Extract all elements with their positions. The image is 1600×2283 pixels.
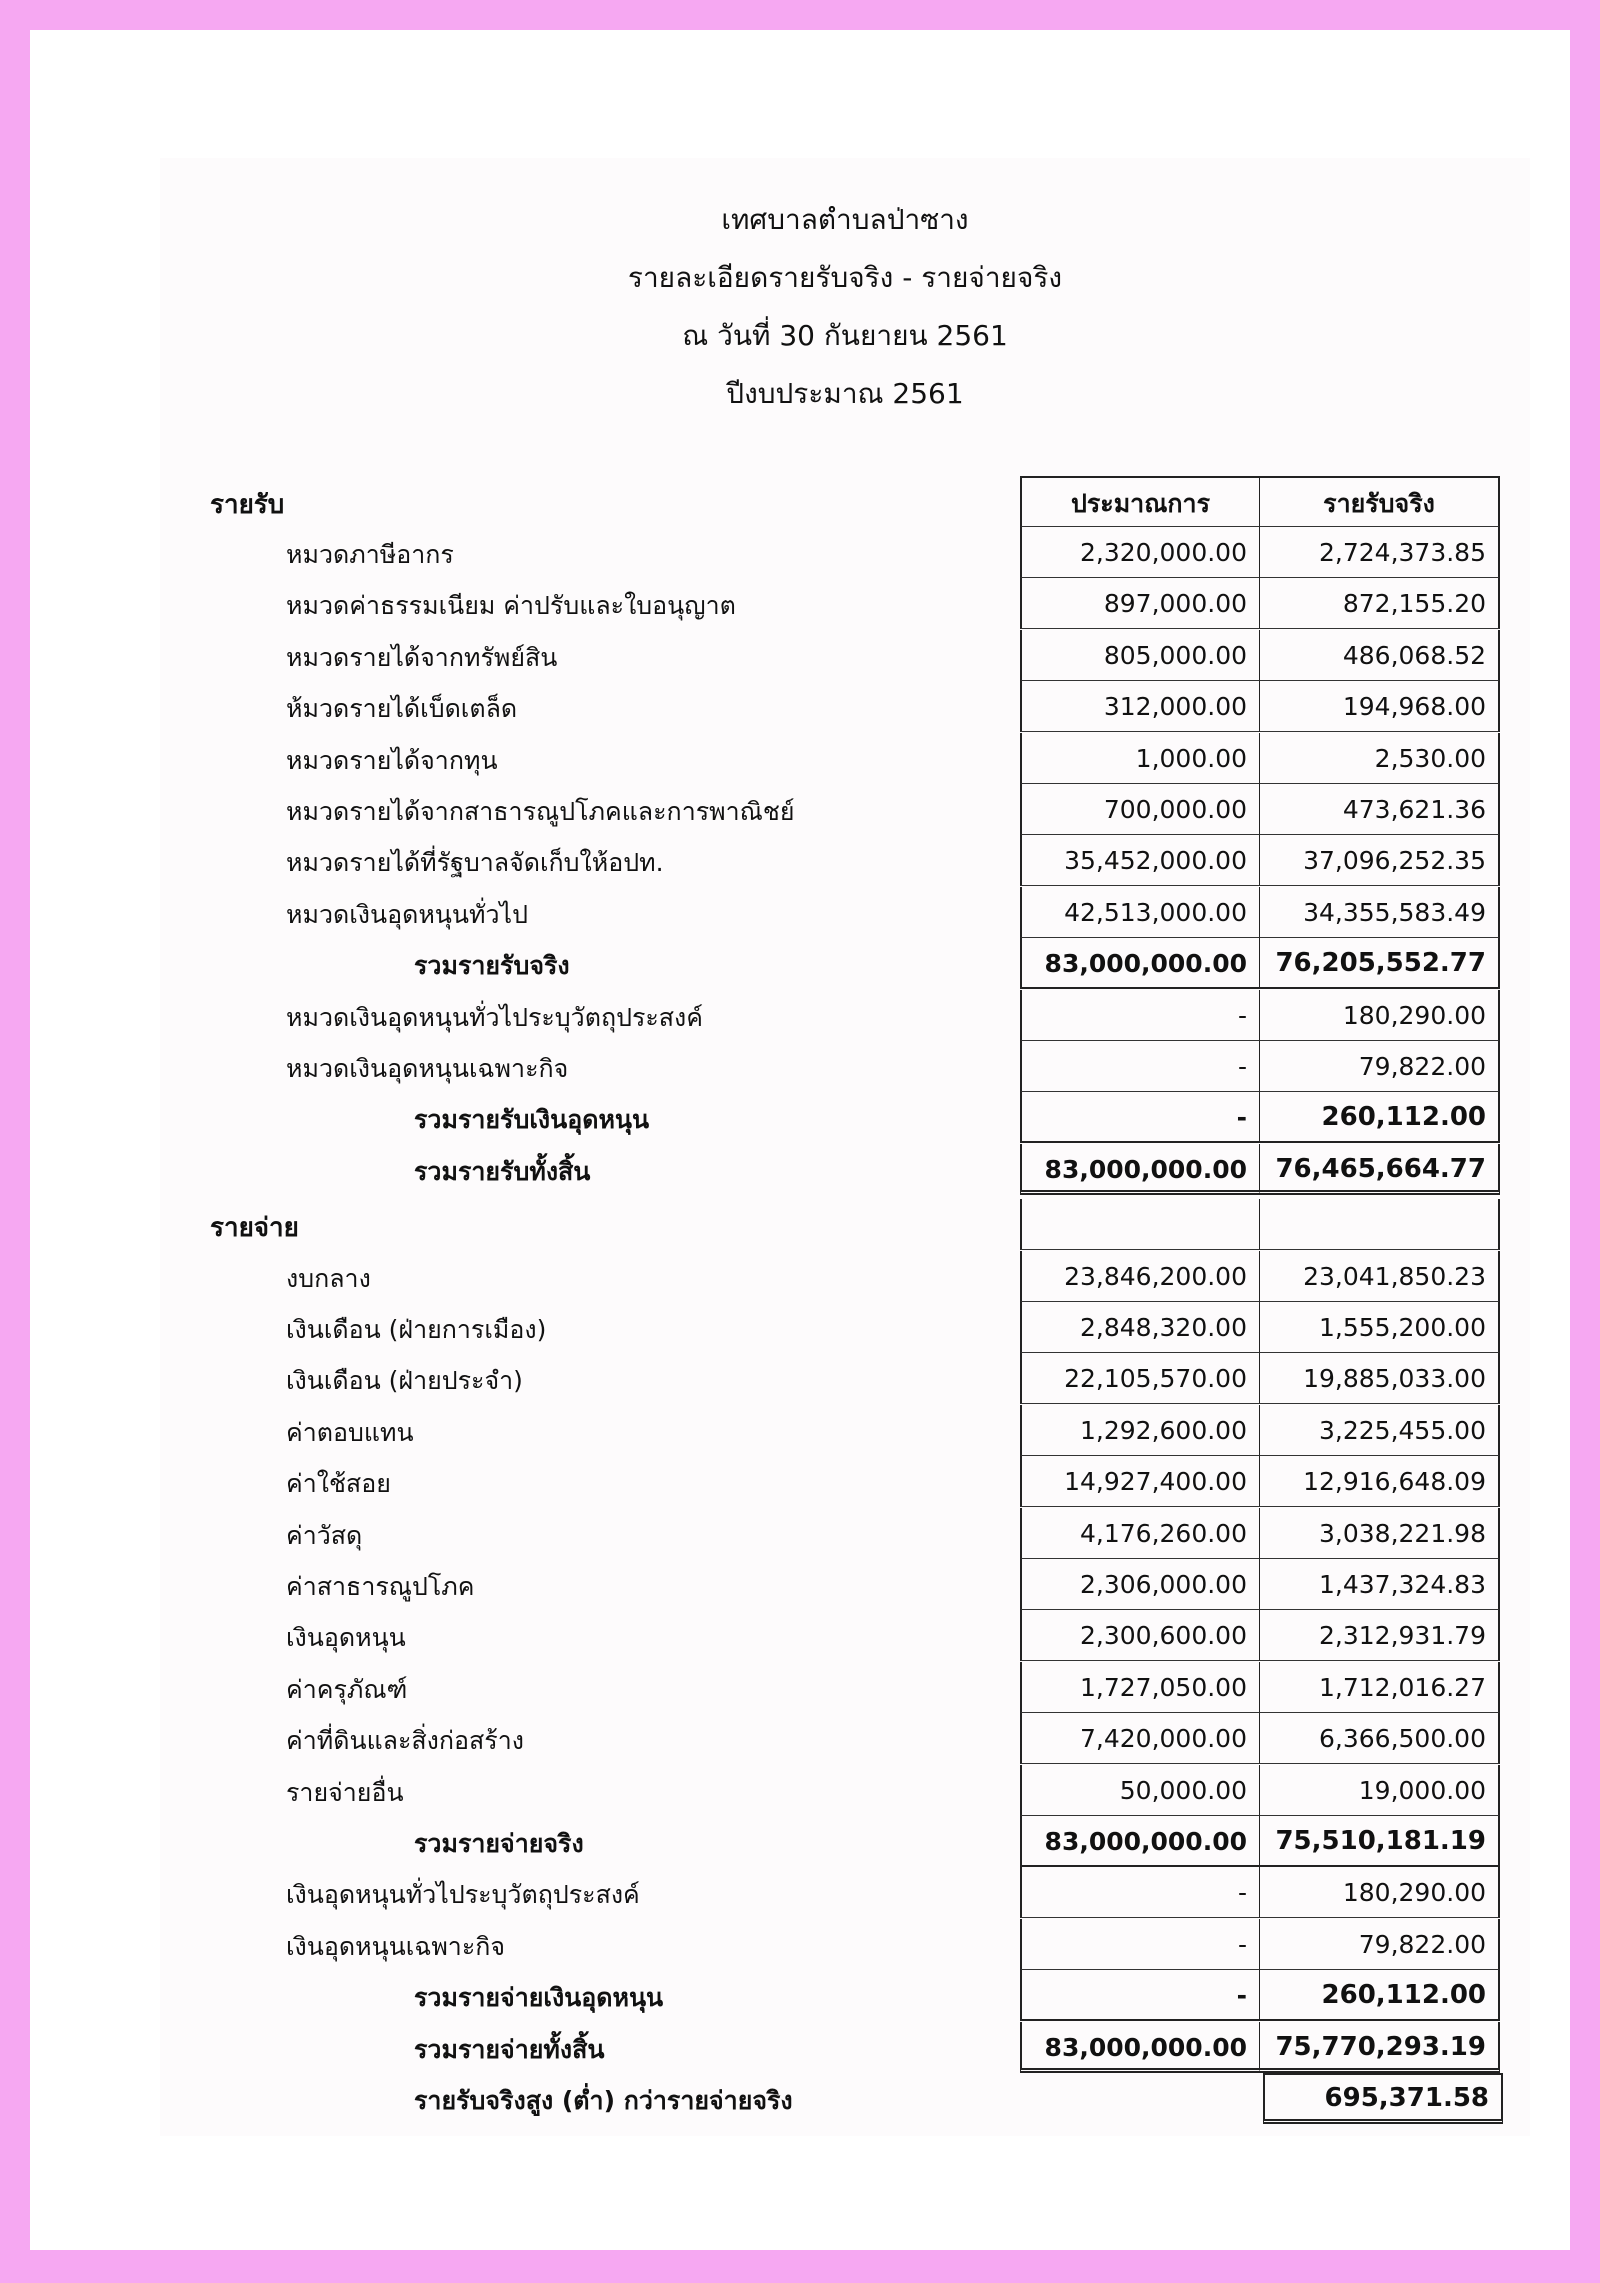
actual-cell: 872,155.20 xyxy=(1260,578,1500,629)
actual-cell: 2,312,931.79 xyxy=(1260,1610,1500,1661)
table-row xyxy=(160,835,1530,886)
total-row xyxy=(160,1816,1530,1867)
estimate-cell: 1,000.00 xyxy=(1020,733,1260,784)
row-label: รวมรายจ่ายจริง xyxy=(414,1829,584,1858)
net-result-cell: 695,371.58 xyxy=(1263,2073,1503,2124)
row-label: รวมรายจ่ายทั้งสิ้น xyxy=(414,2035,605,2064)
estimate-cell: 83,000,000.00 xyxy=(1020,2022,1260,2073)
col-header-actual: รายรับจริง xyxy=(1260,476,1500,527)
table-row xyxy=(160,578,1530,629)
estimate-cell: 22,105,570.00 xyxy=(1020,1353,1260,1404)
actual-cell: 180,290.00 xyxy=(1260,990,1500,1041)
actual-cell: 76,205,552.77 xyxy=(1260,938,1500,989)
actual-cell: 2,530.00 xyxy=(1260,733,1500,784)
row-label: หมวดรายได้ที่รัฐบาลจัดเก็บให้อปท. xyxy=(286,848,664,877)
estimate-cell: - xyxy=(1020,1970,1260,2021)
total-row xyxy=(160,1144,1530,1195)
actual-cell: 76,465,664.77 xyxy=(1260,1144,1500,1195)
estimate-cell: 805,000.00 xyxy=(1020,630,1260,681)
actual-cell: 12,916,648.09 xyxy=(1260,1456,1500,1507)
actual-cell: 19,885,033.00 xyxy=(1260,1353,1500,1404)
estimate-cell: 312,000.00 xyxy=(1020,681,1260,732)
table-row xyxy=(160,1662,1530,1713)
actual-cell: 260,112.00 xyxy=(1260,1092,1500,1143)
actual-cell: 3,225,455.00 xyxy=(1260,1405,1500,1456)
actual-cell: 194,968.00 xyxy=(1260,681,1500,732)
estimate-cell: 897,000.00 xyxy=(1020,578,1260,629)
table-row xyxy=(160,733,1530,784)
estimate-cell: 2,848,320.00 xyxy=(1020,1302,1260,1353)
actual-cell: 23,041,850.23 xyxy=(1260,1251,1500,1302)
estimate-cell: 83,000,000.00 xyxy=(1020,1816,1260,1867)
estimate-cell: 700,000.00 xyxy=(1020,784,1260,835)
table-row xyxy=(160,990,1530,1041)
page xyxy=(30,30,1570,2250)
row-label: หมวดค่าธรรมเนียม ค่าปรับและใบอนุญาต xyxy=(286,591,736,620)
estimate-cell: 83,000,000.00 xyxy=(1020,1144,1260,1195)
estimate-cell: 35,452,000.00 xyxy=(1020,835,1260,886)
table-row xyxy=(160,1302,1530,1353)
actual-cell: 34,355,583.49 xyxy=(1260,887,1500,938)
actual-cell: 1,555,200.00 xyxy=(1260,1302,1500,1353)
estimate-cell: 14,927,400.00 xyxy=(1020,1456,1260,1507)
empty-cell xyxy=(1260,1199,1500,1250)
total-row xyxy=(160,2073,1530,2124)
row-label: ค่าที่ดินและสิ่งก่อสร้าง xyxy=(286,1726,524,1755)
table-row xyxy=(160,527,1530,578)
actual-cell: 1,437,324.83 xyxy=(1260,1559,1500,1610)
estimate-cell: - xyxy=(1020,1919,1260,1970)
row-label: เงินอุดหนุน xyxy=(286,1623,406,1652)
row-label: เงินเดือน (ฝ่ายการเมือง) xyxy=(286,1315,547,1344)
report-sheet xyxy=(160,158,1530,2136)
table-row xyxy=(160,1559,1530,1610)
table-row xyxy=(160,1867,1530,1918)
table-row xyxy=(160,784,1530,835)
table-row xyxy=(160,1041,1530,1092)
estimate-cell: 42,513,000.00 xyxy=(1020,887,1260,938)
table-row xyxy=(160,630,1530,681)
estimate-cell: 2,306,000.00 xyxy=(1020,1559,1260,1610)
actual-cell: 79,822.00 xyxy=(1260,1919,1500,1970)
table-row xyxy=(160,887,1530,938)
row-label: รวมรายรับเงินอุดหนุน xyxy=(414,1105,650,1134)
expense-section-label: รายจ่าย xyxy=(210,1213,299,1243)
estimate-cell: 2,300,600.00 xyxy=(1020,1610,1260,1661)
actual-cell: 1,712,016.27 xyxy=(1260,1662,1500,1713)
actual-cell: 3,038,221.98 xyxy=(1260,1508,1500,1559)
table-row xyxy=(160,1251,1530,1302)
table-row xyxy=(160,1199,1530,1250)
actual-cell: 19,000.00 xyxy=(1260,1765,1500,1816)
row-label: หมวดเงินอุดหนุนทั่วไป xyxy=(286,900,528,929)
row-label: เงินเดือน (ฝ่ายประจำ) xyxy=(286,1366,523,1395)
estimate-cell: 23,846,200.00 xyxy=(1020,1251,1260,1302)
total-row xyxy=(160,1970,1530,2021)
table-row xyxy=(160,1508,1530,1559)
actual-cell: 37,096,252.35 xyxy=(1260,835,1500,886)
table-row xyxy=(160,1713,1530,1764)
empty-cell xyxy=(1020,1199,1260,1250)
total-row xyxy=(160,938,1530,989)
estimate-cell: 1,292,600.00 xyxy=(1020,1405,1260,1456)
actual-cell: 75,770,293.19 xyxy=(1260,2022,1500,2073)
row-label: ค่าตอบแทน xyxy=(286,1418,414,1447)
row-label: เงินอุดหนุนเฉพาะกิจ xyxy=(286,1932,506,1961)
table-row xyxy=(160,1610,1530,1661)
row-label: หมวดรายได้จากทุน xyxy=(286,746,498,775)
estimate-cell: 1,727,050.00 xyxy=(1020,1662,1260,1713)
income-section-label: รายรับ xyxy=(210,490,285,520)
row-label: ห้มวดรายได้เบ็ดเตล็ด xyxy=(286,694,518,723)
table-row xyxy=(160,1765,1530,1816)
row-label: ค่าครุภัณฑ์ xyxy=(286,1675,408,1704)
report-title: รายละเอียดรายรับจริง - รายจ่ายจริง xyxy=(627,261,1063,294)
row-label: ค่าใช้สอย xyxy=(286,1469,391,1498)
actual-cell: 260,112.00 xyxy=(1260,1970,1500,2021)
report-date: ณ วันที่ 30 กันยายน 2561 xyxy=(682,319,1008,352)
row-label: หมวดรายได้จากสาธารณูปโภคและการพาณิชย์ xyxy=(286,797,795,826)
table-row xyxy=(160,1456,1530,1507)
actual-cell: 6,366,500.00 xyxy=(1260,1713,1500,1764)
estimate-cell: - xyxy=(1020,1041,1260,1092)
row-label: รายจ่ายอื่น xyxy=(286,1778,404,1807)
estimate-cell: 4,176,260.00 xyxy=(1020,1508,1260,1559)
actual-cell: 473,621.36 xyxy=(1260,784,1500,835)
row-label: ค่าวัสดุ xyxy=(286,1521,363,1550)
table-row xyxy=(160,1919,1530,1970)
column-header-row xyxy=(160,476,1530,527)
row-label: รวมรายรับทั้งสิ้น xyxy=(414,1157,591,1186)
row-label: งบกลาง xyxy=(286,1264,371,1293)
row-label: หมวดรายได้จากทรัพย์สิน xyxy=(286,643,558,672)
col-header-estimate: ประมาณการ xyxy=(1020,476,1260,527)
row-label: หมวดภาษีอากร xyxy=(286,540,454,569)
row-label: รายรับจริงสูง (ต่ำ) กว่ารายจ่ายจริง xyxy=(414,2086,793,2115)
row-label: เงินอุดหนุนทั่วไประบุวัตถุประสงค์ xyxy=(286,1880,640,1909)
actual-cell: 79,822.00 xyxy=(1260,1041,1500,1092)
estimate-cell: - xyxy=(1020,990,1260,1041)
estimate-cell: 2,320,000.00 xyxy=(1020,527,1260,578)
total-row xyxy=(160,1092,1530,1143)
row-label: ค่าสาธารณูปโภค xyxy=(286,1572,475,1601)
total-row xyxy=(160,2022,1530,2073)
estimate-cell: - xyxy=(1020,1092,1260,1143)
actual-cell: 2,724,373.85 xyxy=(1260,527,1500,578)
actual-cell: 75,510,181.19 xyxy=(1260,1816,1500,1867)
row-label: รวมรายรับจริง xyxy=(414,951,570,980)
actual-cell: 486,068.52 xyxy=(1260,630,1500,681)
table-row xyxy=(160,681,1530,732)
estimate-cell: 50,000.00 xyxy=(1020,1765,1260,1816)
table-row xyxy=(160,1405,1530,1456)
row-label: หมวดเงินอุดหนุนทั่วไประบุวัตถุประสงค์ xyxy=(286,1003,703,1032)
actual-cell: 180,290.00 xyxy=(1260,1867,1500,1918)
row-label: หมวดเงินอุดหนุนเฉพาะกิจ xyxy=(286,1054,569,1083)
fiscal-year: ปีงบประมาณ 2561 xyxy=(726,377,964,410)
estimate-cell: - xyxy=(1020,1867,1260,1918)
estimate-cell: 7,420,000.00 xyxy=(1020,1713,1260,1764)
table-row xyxy=(160,1353,1530,1404)
org-name: เทศบาลตำบลป่าซาง xyxy=(721,203,969,236)
row-label: รวมรายจ่ายเงินอุดหนุน xyxy=(414,1983,664,2012)
estimate-cell: 83,000,000.00 xyxy=(1020,938,1260,989)
